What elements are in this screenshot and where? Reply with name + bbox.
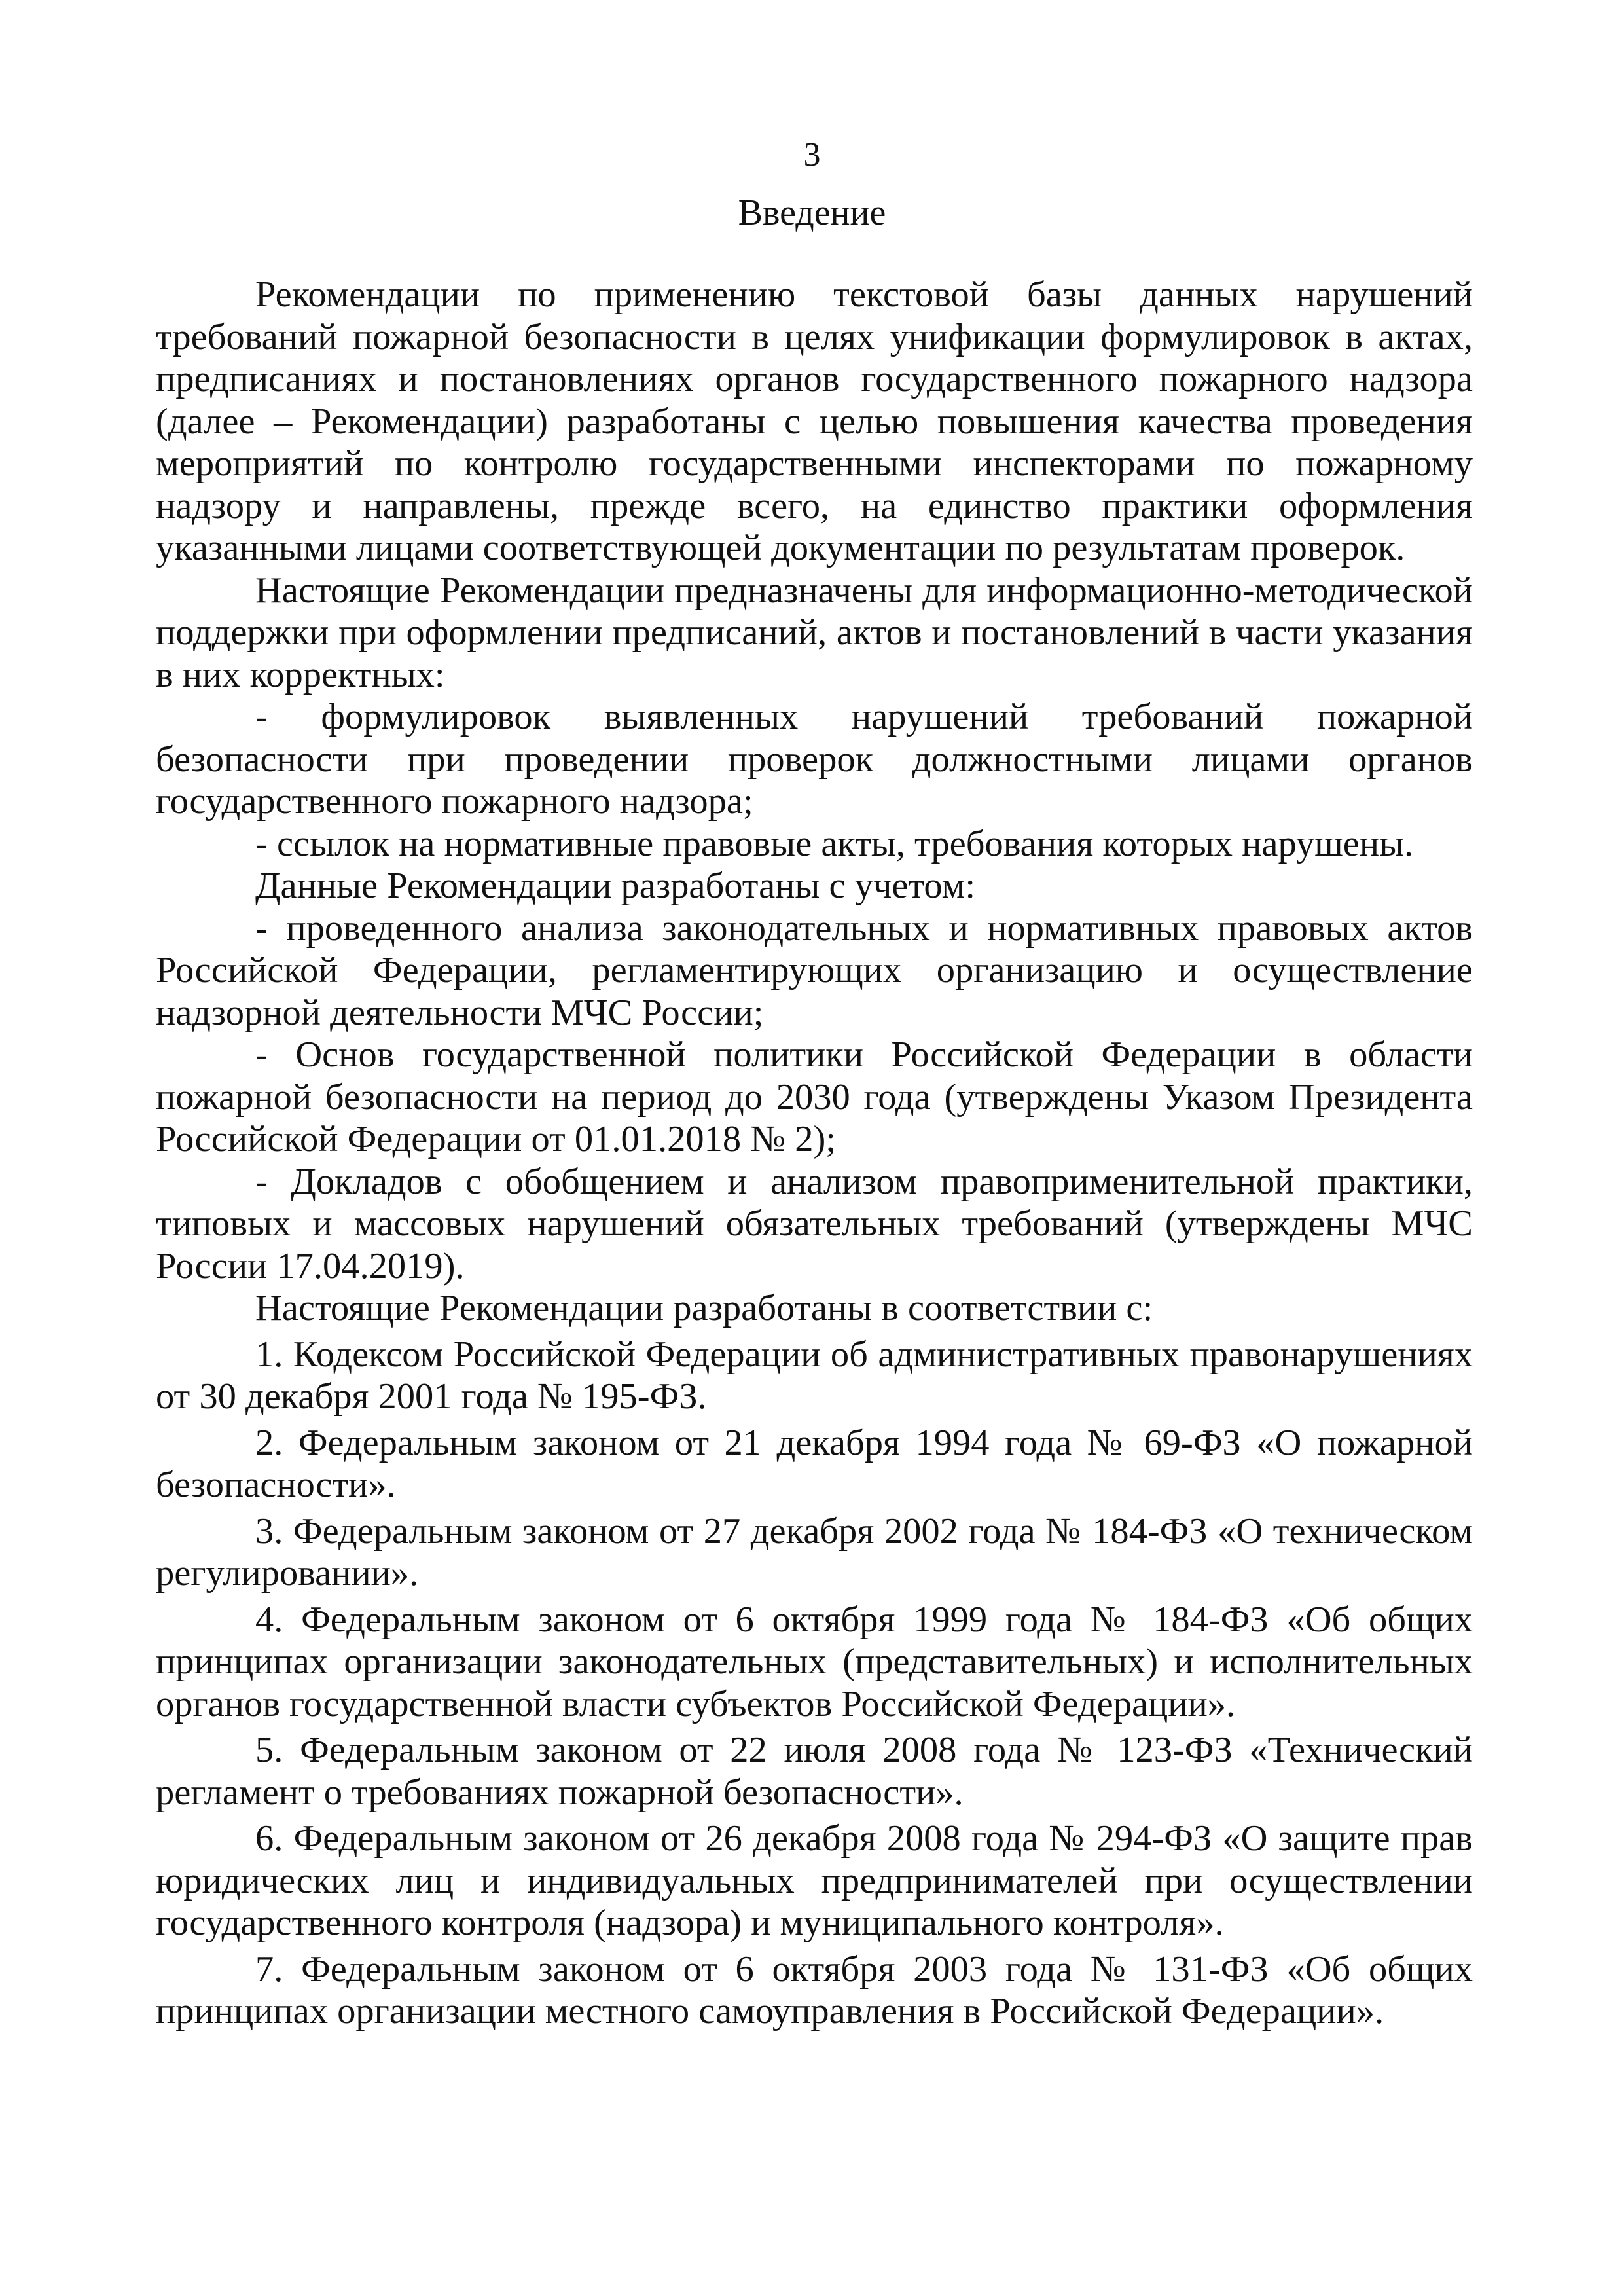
- paragraph-developed-considering: Данные Рекомендации разработаны с учетом:: [255, 866, 976, 906]
- list-item-state-policy: - Основ государственной политики Российской Федерации в области пожарной безопасности на период до 2030 года (утверждены Указом Президента Российской Федерации от 01.01.2018 № 2);: [156, 1034, 1473, 1159]
- list-item-analysis: - проведенного анализа законодательных и нормативных правовых актов Российской Федерации, регламентирующих организацию и осуществление надзорной деятельности МЧС России;: [156, 907, 1473, 1033]
- page-number: 3: [803, 136, 821, 173]
- paragraph-purpose: Настоящие Рекомендации предназначены для информационно-методической поддержки при оформлении предписаний, актов и постановлений в части указания в них корректных:: [156, 570, 1473, 695]
- document-body: [156, 274, 1473, 2033]
- law-item-2: 2. Федеральным законом от 21 декабря 1994 года № 69-ФЗ «О пожарной безопасности».: [156, 1422, 1473, 1505]
- law-item-1: 1. Кодексом Российской Федерации об административных правонарушениях от 30 декабря 2001 года № 195-ФЗ.: [156, 1334, 1473, 1417]
- list-item-formulations: - формулировок выявленных нарушений требований пожарной безопасности при проведении проверок должностными лицами органов государственного пожарного надзора;: [156, 697, 1473, 822]
- law-item-5: 5. Федеральным законом от 22 июля 2008 года № 123-ФЗ «Технический регламент о требованиях пожарной безопасности».: [156, 1730, 1473, 1813]
- list-item-references: - ссылок на нормативные правовые акты, требования которых нарушены.: [255, 823, 1414, 864]
- section-heading: Введение: [738, 192, 886, 233]
- paragraph-intro: Рекомендации по применению текстовой базы данных нарушений требований пожарной безопасности в целях унификации формулировок в актах, предписаниях и постановлениях органов государственного пожарного надзора (далее – Рекомендации) разработаны с целью повышения качества проведения мероприятий по контролю государственными инспекторами по пожарному надзору и направлены, прежде всего, на единство практики оформления указанными лицами соответствующей документации по результатам проверок.: [156, 274, 1473, 568]
- list-item-reports: - Докладов с обобщением и анализом правоприменительной практики, типовых и массовых нарушений обязательных требований (утверждены МЧС России 17.04.2019).: [156, 1161, 1473, 1286]
- law-item-4: 4. Федеральным законом от 6 октября 1999 года № 184-ФЗ «Об общих принципах организации законодательных (представительных) и исполнительных органов государственной власти субъектов Российской Федерации».: [156, 1599, 1473, 1724]
- law-item-3: 3. Федеральным законом от 27 декабря 2002 года № 184-ФЗ «О техническом регулировании».: [156, 1510, 1473, 1594]
- paragraph-in-accordance: Настоящие Рекомендации разработаны в соответствии с:: [255, 1288, 1153, 1328]
- law-item-7: 7. Федеральным законом от 6 октября 2003 года № 131-ФЗ «Об общих принципах организации местного самоуправления в Российской Федерации».: [156, 1948, 1473, 2032]
- law-item-6: 6. Федеральным законом от 26 декабря 2008 года № 294-ФЗ «О защите прав юридических лиц и индивидуальных предпринимателей при осуществлении государственного контроля (надзора) и муниципального контроля».: [156, 1818, 1473, 1943]
